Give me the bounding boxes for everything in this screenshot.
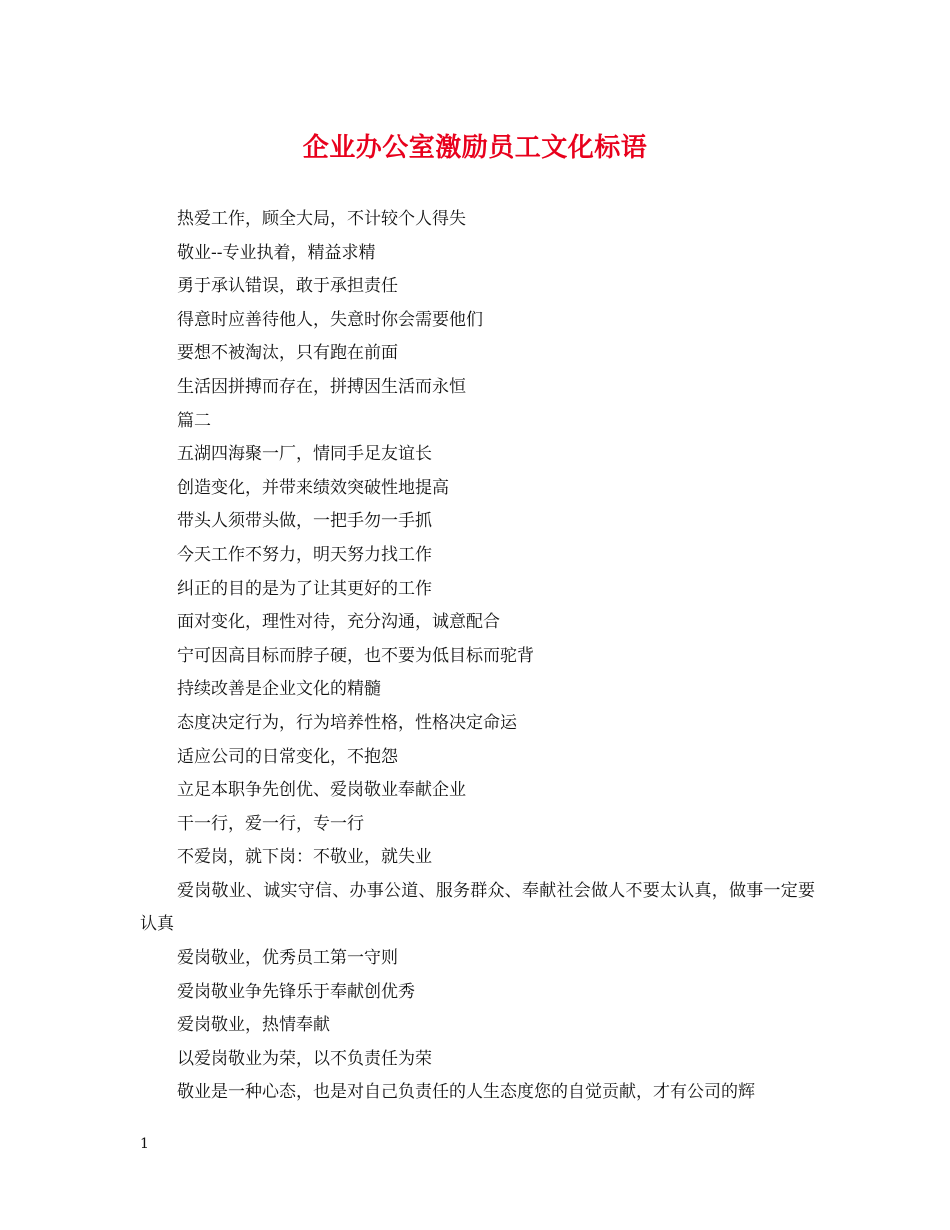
text-line: 爱岗敬业争先锋乐于奉献创优秀 <box>177 981 415 1002</box>
text-line: 敬业是一种心态，也是对自己负责任的人生态度您的自觉贡献，才有公司的辉 <box>177 1082 755 1103</box>
text-line: 要想不被淘汰，只有跑在前面 <box>177 343 398 364</box>
document-title: 企业办公室激励员工文化标语 <box>302 133 648 163</box>
text-line: 得意时应善待他人，失意时你会需要他们 <box>177 309 483 330</box>
text-line: 态度决定行为，行为培养性格，性格决定命运 <box>177 712 517 733</box>
document-body <box>140 203 815 1110</box>
text-paragraph: 爱岗敬业、诚实守信、办事公道、服务群众、奉献社会做人不要太认真，做事一定要认真 <box>140 880 815 935</box>
text-line: 纠正的目的是为了让其更好的工作 <box>177 578 432 599</box>
text-line: 适应公司的日常变化，不抱怨 <box>177 746 398 767</box>
text-line: 勇于承认错误，敢于承担责任 <box>177 276 398 297</box>
text-line: 爱岗敬业，优秀员工第一守则 <box>177 948 398 969</box>
text-line: 宁可因高目标而脖子硬，也不要为低目标而驼背 <box>177 645 534 666</box>
text-line: 今天工作不努力，明天努力找工作 <box>177 544 432 565</box>
text-line: 生活因拼搏而存在，拼搏因生活而永恒 <box>177 376 466 397</box>
text-line: 五湖四海聚一厂，情同手足友谊长 <box>177 444 432 465</box>
section-heading: 篇二 <box>177 410 211 431</box>
text-line: 干一行，爱一行，专一行 <box>177 813 364 834</box>
text-line: 带头人须带头做，一把手勿一手抓 <box>177 511 432 532</box>
text-line: 以爱岗敬业为荣，以不负责任为荣 <box>177 1048 432 1069</box>
text-line: 热爱工作，顾全大局，不计较个人得失 <box>177 209 466 229</box>
text-line: 创造变化，并带来绩效突破性地提高 <box>177 477 449 498</box>
text-line: 持续改善是企业文化的精髓 <box>177 679 381 700</box>
text-line: 面对变化，理性对待，充分沟通，诚意配合 <box>177 612 500 633</box>
text-line: 爱岗敬业，热情奉献 <box>177 1015 330 1036</box>
text-line: 立足本职争先创优、爱岗敬业奉献企业 <box>177 780 466 801</box>
text-line: 不爱岗，就下岗：不敬业，就失业 <box>177 847 432 868</box>
text-line: 敬业--专业执着，精益求精 <box>177 242 376 263</box>
page-number: 1 <box>140 1136 149 1152</box>
